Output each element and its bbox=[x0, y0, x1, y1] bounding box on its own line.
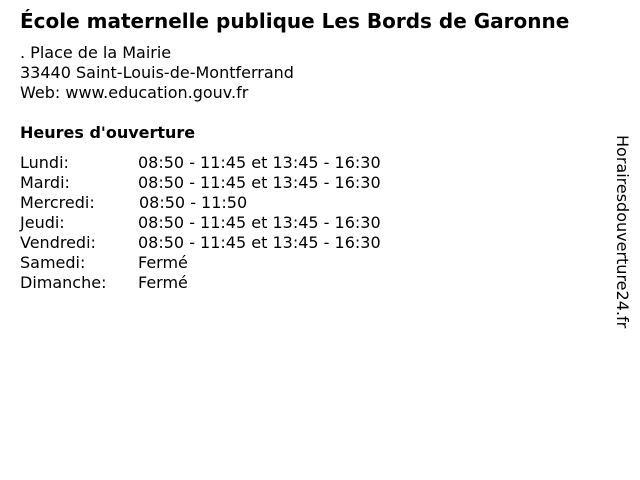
hours-row-mardi bbox=[20, 173, 440, 193]
hours-row-vendredi bbox=[20, 233, 440, 253]
day-hours: 08:50 - 11:45 et 13:45 - 16:30 bbox=[138, 173, 381, 192]
day-hours: 08:50 - 11:50 bbox=[139, 193, 248, 212]
address-city: 33440 Saint-Louis-de-Montferrand bbox=[20, 63, 294, 82]
day-label: Mercredi: bbox=[20, 193, 95, 212]
address-block bbox=[20, 43, 294, 103]
day-hours: 08:50 - 11:45 et 13:45 - 16:30 bbox=[138, 153, 381, 172]
hours-row-lundi bbox=[20, 153, 440, 173]
day-label: Jeudi: bbox=[20, 213, 65, 232]
address-street: . Place de la Mairie bbox=[20, 43, 172, 62]
day-label: Dimanche: bbox=[20, 273, 107, 292]
hours-row-dimanche bbox=[20, 273, 440, 293]
day-hours: 08:50 - 11:45 et 13:45 - 16:30 bbox=[138, 213, 381, 232]
day-label: Vendredi: bbox=[20, 233, 96, 252]
hours-table bbox=[20, 153, 440, 293]
hours-heading: Heures d'ouverture bbox=[20, 123, 196, 142]
day-hours: Fermé bbox=[138, 273, 188, 292]
day-label: Samedi: bbox=[20, 253, 86, 272]
day-label: Lundi: bbox=[20, 153, 69, 172]
hours-row-samedi bbox=[20, 253, 440, 273]
day-label: Mardi: bbox=[20, 173, 70, 192]
page-title: École maternelle publique Les Bords de Garonne bbox=[20, 9, 570, 33]
hours-row-mercredi bbox=[20, 193, 440, 213]
day-hours: 08:50 - 11:45 et 13:45 - 16:30 bbox=[138, 233, 381, 252]
site-watermark: Horairesdouverture24.fr bbox=[613, 135, 632, 329]
hours-row-jeudi bbox=[20, 213, 440, 233]
day-hours: Fermé bbox=[138, 253, 188, 272]
website-line[interactable]: Web: www.education.gouv.fr bbox=[20, 83, 249, 102]
